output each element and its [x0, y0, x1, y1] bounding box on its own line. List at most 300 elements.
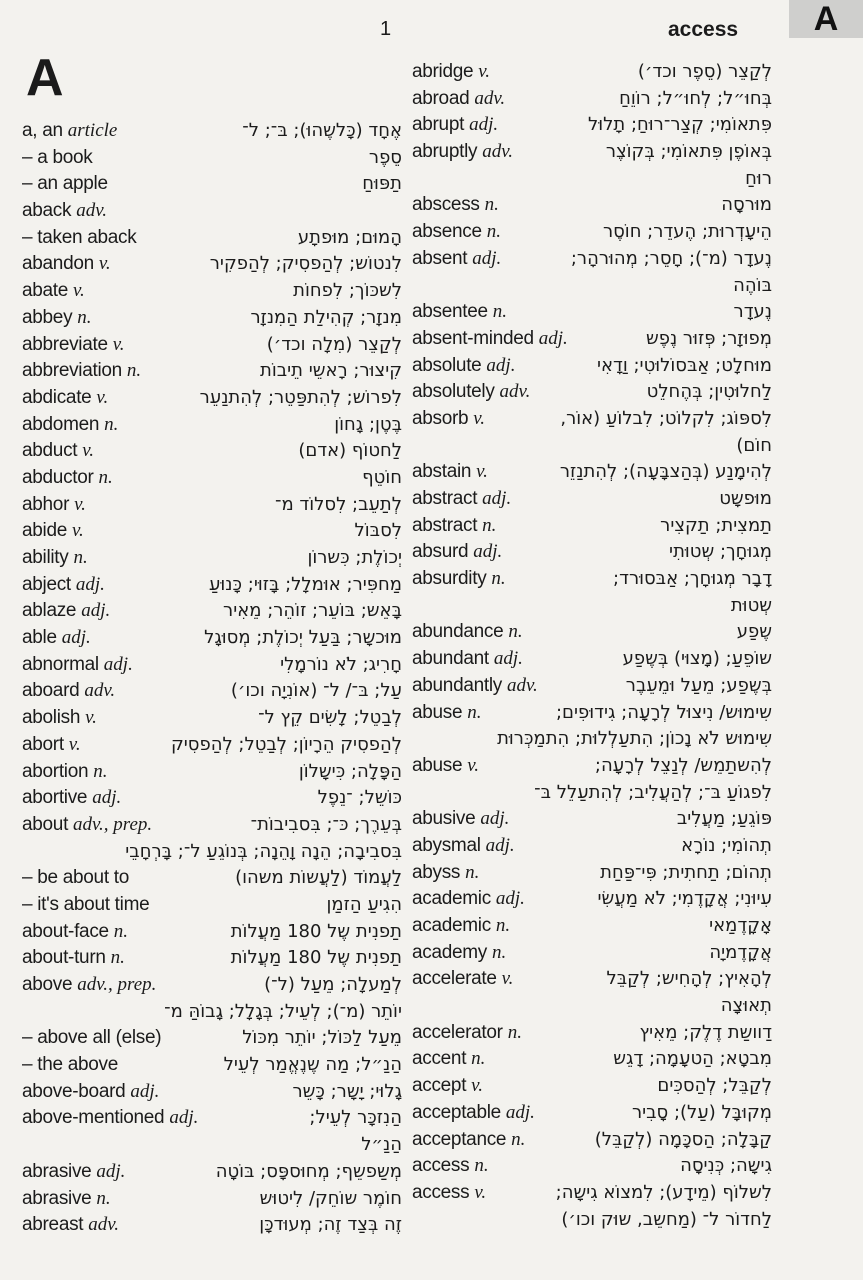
headword	[412, 860, 479, 887]
hebrew-translation: מֵעַל לַכּוֹל; יוֹתֵר מִכּוֹל	[242, 1027, 402, 1049]
headword	[22, 1052, 118, 1079]
running-head: access	[668, 18, 739, 41]
hebrew-translation: לְקַצֵר (סֵפֶר וכד׳)	[637, 61, 772, 82]
headword-text: abdicate	[22, 386, 92, 408]
dictionary-entry	[22, 945, 402, 972]
headword-text: abrasive	[22, 1160, 92, 1182]
headword-text: abundant	[412, 648, 489, 670]
headword-text: abort	[22, 733, 64, 755]
dictionary-entry	[22, 1025, 402, 1052]
dictionary-entry	[412, 1073, 772, 1100]
headword-text: absolutely	[412, 381, 495, 403]
headword-text: abide	[22, 520, 67, 542]
headword	[22, 705, 97, 732]
headword-text: ability	[22, 547, 69, 568]
dictionary-entry	[22, 625, 402, 652]
part-of-speech: adj.	[472, 247, 502, 269]
hebrew-translation: קִיצוּר; רָאשֵי תֵיבוֹת	[259, 360, 402, 382]
dictionary-entry	[22, 251, 402, 278]
part-of-speech: v.	[85, 707, 97, 729]
dictionary-entry	[412, 86, 772, 113]
hebrew-translation: לְקַבֵּל; לְהַסכִּים	[657, 1075, 772, 1097]
headword	[412, 566, 506, 593]
headword-text: – above all (else)	[22, 1027, 162, 1049]
dictionary-entry	[412, 1180, 772, 1207]
dictionary-entry	[22, 759, 402, 786]
headword	[412, 1153, 489, 1180]
headword	[22, 1159, 125, 1186]
part-of-speech: n.	[77, 306, 92, 328]
headword-text: abortion	[22, 760, 89, 782]
headword-text: accept	[412, 1075, 467, 1097]
dictionary-entry	[412, 219, 772, 246]
headword	[22, 171, 108, 198]
part-of-speech: n.	[486, 221, 501, 243]
part-of-speech: v.	[471, 1075, 483, 1097]
part-of-speech: adj.	[505, 1101, 535, 1123]
headword-text: absurd	[412, 541, 469, 563]
dictionary-entry	[412, 353, 772, 380]
headword-text: abstain	[412, 461, 472, 483]
dictionary-entry	[22, 198, 402, 225]
part-of-speech: adj.	[130, 1080, 160, 1102]
headword-text: above-mentioned	[22, 1107, 165, 1129]
headword	[22, 678, 115, 705]
part-of-speech: n.	[508, 621, 523, 643]
part-of-speech: v.	[96, 386, 109, 408]
headword-text: about-turn	[22, 947, 106, 969]
hebrew-translation: גִישָה; כְּנִיסָה	[680, 1155, 772, 1177]
headword	[22, 732, 81, 759]
entry-continuation	[412, 1207, 772, 1234]
headword-text: accelerator	[412, 1021, 503, 1043]
part-of-speech: n.	[492, 301, 508, 323]
part-of-speech: adj.	[480, 808, 510, 830]
headword	[22, 251, 111, 278]
headword	[22, 358, 141, 385]
headword-text: abstract	[412, 514, 478, 536]
headword-text: abate	[22, 280, 69, 302]
part-of-speech: adj.	[482, 488, 512, 509]
hebrew-translation: מוּחלָט; אַבּסוֹלוּטִי; וַדָאִי	[596, 354, 772, 376]
hebrew-translation: לִנטוֹש; לְהַפסִיק; לְהַפקִיר	[209, 253, 402, 275]
part-of-speech: adj.	[81, 600, 111, 622]
headword-text: absolute	[412, 354, 482, 376]
dictionary-entry	[412, 539, 772, 566]
headword	[22, 412, 118, 439]
headword	[412, 326, 568, 353]
hebrew-translation: לְהִשתַמֵש/ לְנַצֵל לְרָעָה;	[594, 754, 772, 776]
headword	[412, 513, 496, 540]
part-of-speech: adv., prep.	[73, 813, 153, 835]
entry-continuation	[412, 993, 772, 1020]
dictionary-entry	[22, 865, 402, 892]
part-of-speech: adj.	[75, 573, 105, 595]
headword-text: accent	[412, 1048, 467, 1070]
part-of-speech: adj.	[61, 627, 91, 649]
headword-text: abject	[22, 573, 71, 595]
dictionary-entry	[22, 385, 402, 412]
hebrew-translation: מוּכשָר; בַּעַל יְכוֹלֶת; מְסוּגָל	[204, 627, 402, 649]
part-of-speech: v.	[73, 280, 85, 302]
headword	[22, 545, 88, 572]
hebrew-translation: תְהוֹם; תַחתִית; פִּי־פַּחַת	[600, 861, 772, 883]
entry-continuation	[412, 780, 772, 807]
headword	[412, 1020, 522, 1047]
headword-text: abductor	[22, 466, 94, 488]
dictionary-entry	[22, 652, 402, 679]
part-of-speech: v.	[501, 968, 514, 990]
headword-text: abuse	[412, 754, 463, 776]
headword	[22, 572, 105, 599]
dictionary-entry	[412, 112, 772, 139]
dictionary-entry	[22, 545, 402, 572]
part-of-speech: adj.	[103, 653, 133, 675]
headword	[22, 1079, 159, 1106]
headword	[412, 246, 501, 273]
hebrew-translation: חוֹם)	[736, 434, 772, 456]
part-of-speech: adv.	[76, 200, 107, 222]
headword	[412, 966, 513, 993]
hebrew-translation: כּוֹשֵל; ־נֵפֶל	[317, 787, 402, 809]
hebrew-translation: שוֹפֵעַ; (מָצוּי) בְּשֶפַע	[622, 648, 772, 670]
hebrew-translation: בְּחוּ״ל; לְחוּ״ל; רוֹוֵחַ	[619, 87, 772, 109]
headword	[22, 385, 108, 412]
headword-text: abduct	[22, 440, 78, 462]
headword	[22, 225, 136, 252]
dictionary-entry	[412, 139, 772, 166]
hebrew-translation: הִגִיעַ הַזמַן	[326, 893, 402, 915]
hebrew-translation: חוֹמֶר שוֹחֵק/ לִיטוּש	[259, 1187, 402, 1209]
dictionary-entry	[22, 678, 402, 705]
part-of-speech: adj.	[96, 1160, 126, 1182]
headword	[22, 332, 125, 359]
hebrew-translation: תַמצִית; תַקצִיר	[660, 514, 772, 536]
headword	[22, 1105, 198, 1132]
headword-text: – a book	[22, 146, 93, 168]
part-of-speech: adv.	[474, 87, 506, 109]
dictionary-entry	[412, 860, 772, 887]
dictionary-entry	[412, 940, 772, 967]
part-of-speech: n.	[104, 413, 119, 435]
thumb-index-tab: A	[789, 0, 863, 38]
dictionary-entry	[412, 833, 772, 860]
hebrew-translation: בּוֹהֶה	[733, 274, 772, 296]
part-of-speech: n.	[507, 1021, 522, 1043]
part-of-speech: adv., prep.	[77, 974, 157, 995]
dictionary-entry	[22, 1105, 402, 1132]
headword-text: academy	[412, 941, 487, 963]
headword	[22, 305, 92, 332]
part-of-speech: adj.	[495, 888, 525, 910]
part-of-speech: adj.	[493, 648, 523, 670]
hebrew-translation: לִסבּוֹל	[354, 520, 402, 542]
headword-text: academic	[412, 915, 491, 936]
hebrew-translation: לִפרוֹש; לְהִתפַּטֵר; לְהִתנַעֵר	[199, 386, 402, 408]
part-of-speech: n.	[73, 547, 88, 568]
page-number: 1	[380, 18, 392, 40]
dictionary-entry	[22, 492, 402, 519]
headword	[412, 59, 490, 86]
headword	[412, 753, 479, 780]
dictionary-entry	[22, 972, 402, 999]
headword	[22, 465, 113, 492]
headword	[22, 1212, 119, 1239]
part-of-speech: v.	[478, 61, 491, 82]
dictionary-entry	[412, 566, 772, 593]
headword	[412, 539, 502, 566]
headword-text: a, an	[22, 120, 63, 141]
headword-text: – it's about time	[22, 893, 150, 915]
headword-text: abusive	[412, 808, 476, 830]
dictionary-entry	[22, 919, 402, 946]
entry-continuation	[22, 839, 402, 866]
headword	[22, 198, 107, 225]
hebrew-translation: גָלוּי; יָשָר; כָּשֵר	[292, 1080, 402, 1102]
headword	[412, 486, 511, 513]
part-of-speech: n.	[474, 1155, 489, 1177]
hebrew-translation: מִנזָר; קְהִילַת הַמִנזָר	[250, 306, 402, 328]
part-of-speech: n.	[110, 947, 125, 969]
part-of-speech: n.	[491, 568, 506, 590]
hebrew-translation: דָבָר מְגוּחָך; אַבּסוּרד;	[613, 568, 772, 590]
hebrew-translation: לִפגוֹעַ בּ־; לְהַעֲלִיב; לְהִתעַלֵל בּ־	[534, 781, 772, 803]
part-of-speech: adv.	[84, 680, 116, 702]
part-of-speech: v.	[467, 754, 480, 776]
headword-text: abundance	[412, 621, 504, 643]
headword-text: aboard	[22, 680, 80, 702]
part-of-speech: v.	[74, 493, 86, 515]
headword-text: absent	[412, 247, 468, 269]
hebrew-translation: מוּרסָה	[721, 194, 772, 216]
dictionary-entry	[412, 1100, 772, 1127]
part-of-speech: adv.	[482, 141, 513, 163]
hebrew-translation: שִימוּש לֹא נָכוֹן; הִתעַלְלוּת; הִתמַכְּרוּת	[497, 728, 772, 750]
headword-text: ablaze	[22, 600, 77, 622]
headword	[22, 652, 133, 679]
hebrew-translation: בָּאֵש; בּוֹעֵר; זוֹהֵר; מֵאִיר	[223, 600, 402, 622]
dictionary-entry	[22, 465, 402, 492]
entry-continuation	[412, 273, 772, 300]
dictionary-entry	[412, 326, 772, 353]
dictionary-entry	[412, 59, 772, 86]
part-of-speech: n.	[467, 701, 482, 723]
hebrew-translation: לַעֲמוֹד (לַעֲשוֹת משהו)	[235, 867, 402, 889]
part-of-speech: n.	[93, 760, 108, 782]
headword	[22, 278, 85, 305]
dictionary-entry	[412, 646, 772, 673]
hebrew-translation: עִיוּנִי; אֲקָדֶמִי; לֹא מַעֲשִׂי	[597, 888, 772, 910]
dictionary-entry	[22, 1212, 402, 1239]
headword-text: – the above	[22, 1054, 119, 1076]
headword-text: abridge	[412, 61, 474, 82]
dictionary-entry	[412, 1020, 772, 1047]
part-of-speech: n.	[98, 466, 113, 488]
part-of-speech: v.	[476, 461, 488, 483]
part-of-speech: adj.	[485, 834, 515, 856]
hebrew-translation: חוֹטֵף	[362, 466, 402, 488]
headword-text: abruptly	[412, 141, 478, 163]
dictionary-entry	[22, 1052, 402, 1079]
hebrew-translation: חָרִיג; לֹא נוֹרמָלִי	[280, 653, 402, 675]
hebrew-translation: בִּסבִיבָה; הֵנָה וָהֵנָה; בְּנוֹגֵעַ ל־; בָּרְחָבֵי	[125, 840, 402, 862]
part-of-speech: adj.	[538, 327, 568, 349]
dictionary-entry	[22, 598, 402, 625]
dictionary-entry	[22, 438, 402, 465]
part-of-speech: n.	[484, 194, 499, 216]
headword	[412, 1100, 535, 1127]
headword	[412, 833, 515, 860]
part-of-speech: v.	[82, 440, 95, 462]
headword	[412, 940, 506, 967]
dictionary-entry	[22, 171, 402, 198]
headword	[22, 865, 129, 892]
hebrew-translation: דַוושַת דֶלֶק; מֵאִיץ	[639, 1021, 772, 1043]
dictionary-entry	[412, 459, 772, 486]
dictionary-entry	[412, 1153, 772, 1180]
headword	[412, 112, 498, 139]
headword-text: abbey	[22, 306, 73, 328]
headword-text: absurdity	[412, 568, 487, 590]
hebrew-translation: שְטוּת	[730, 594, 772, 616]
hebrew-translation: לְהַפסִיק הֵרָיוֹן; לְבַטֵל; לְהַפסִיק	[170, 733, 402, 755]
dictionary-entry	[22, 278, 402, 305]
dictionary-entry	[412, 966, 772, 993]
part-of-speech: article	[67, 120, 118, 141]
hebrew-translation: אֶחָד (כָּלשֶהוּ); בּ־; ל־	[242, 120, 402, 141]
hebrew-translation: מַחפִּיר; אוּמלָל; בָּזוּי; כָּנוּעַ	[208, 573, 402, 595]
headword	[22, 759, 108, 786]
headword	[22, 919, 128, 946]
headword	[22, 812, 152, 839]
headword	[412, 192, 499, 219]
dictionary-entry	[22, 1159, 402, 1186]
dictionary-entry	[22, 1079, 402, 1106]
hebrew-translation: תְהוֹמִי; נוֹרָא	[681, 834, 772, 856]
dictionary-entry	[412, 806, 772, 833]
headword-text: aback	[22, 200, 72, 222]
hebrew-translation: הָמוּם; מוּפתָע	[297, 226, 402, 248]
headword-text: abdomen	[22, 413, 100, 435]
dictionary-entry	[412, 886, 772, 913]
hebrew-translation: זֶה בְּצַד זֶה; מְעוּדכָּן	[259, 1214, 402, 1236]
headword-text: abnormal	[22, 653, 99, 675]
dictionary-entry	[22, 518, 402, 545]
headword-text: above-board	[22, 1080, 126, 1102]
headword-text: – an apple	[22, 173, 108, 195]
part-of-speech: v.	[68, 733, 81, 755]
dictionary-entry	[412, 913, 772, 940]
part-of-speech: v.	[71, 520, 84, 542]
hebrew-translation: שִימוּש/ נִיצוּל לְרָעָה; גִידוּפִים;	[555, 701, 772, 723]
headword	[22, 625, 91, 652]
hebrew-translation: לִספּוֹג; לִקלוֹט; לִבלוֹעַ (אוֹר,	[560, 407, 772, 429]
hebrew-translation: סֵפֶר	[368, 146, 402, 168]
part-of-speech: adv.	[506, 674, 538, 696]
dictionary-entry	[412, 513, 772, 540]
part-of-speech: v.	[98, 253, 111, 275]
hebrew-translation: בְּשֶפַע; מֵעַל וּמֵעֵבֶר	[625, 674, 772, 696]
headword-text: accelerate	[412, 968, 497, 990]
hebrew-translation: הֵיעָדְרוּת; הֶעדֵר; חוֹסֶר	[602, 221, 772, 243]
hebrew-translation: מִבטָא; הַטעָמָה; דָגֵש	[613, 1048, 772, 1070]
hebrew-translation: הַנַ״ל; מַה שֶנֶאֱמַר לְעֵיל	[223, 1054, 402, 1076]
headword-text: abscess	[412, 194, 480, 216]
dictionary-entry	[412, 379, 772, 406]
headword-text: access	[412, 1155, 470, 1177]
hebrew-translation: יוֹתֵר (מ־); לְעֵיל; בְּגָלָל; גָבוֹהַּ מ־	[164, 1000, 402, 1022]
left-column	[22, 118, 402, 1239]
headword-text: abroad	[412, 87, 470, 109]
part-of-speech: n.	[96, 1187, 111, 1209]
headword	[22, 518, 84, 545]
dictionary-entry	[412, 299, 772, 326]
hebrew-translation: עַל; בּ־/ ל־ (אוֹנִיָה וכו׳)	[230, 680, 402, 702]
part-of-speech: adv.	[499, 381, 531, 403]
entry-continuation	[412, 433, 772, 460]
hebrew-translation: לַחדוֹר ל־ (מַחשֵב, שוּק וכו׳)	[561, 1208, 772, 1230]
entry-continuation	[412, 593, 772, 620]
entry-continuation	[22, 999, 402, 1026]
headword-text: about	[22, 813, 69, 835]
entry-continuation	[22, 1132, 402, 1159]
hebrew-translation: לִשכּוֹך; לִפחוֹת	[293, 280, 402, 302]
part-of-speech: v.	[473, 407, 486, 429]
headword-text: abyss	[412, 861, 461, 883]
dictionary-entry	[412, 619, 772, 646]
part-of-speech: n.	[471, 1048, 486, 1070]
hebrew-translation: בְּאוֹפֶן פִּתאוֹמִי; בְּקוֹצֶר	[605, 141, 772, 163]
hebrew-translation: מְקוּבָּל (עַל); סָבִיר	[631, 1101, 772, 1123]
part-of-speech: adj.	[469, 114, 499, 136]
headword-text: absent-minded	[412, 327, 534, 349]
hebrew-translation: לְמַעלָה; מֵעַל (ל־)	[264, 974, 402, 995]
hebrew-translation: לְקַצֵר (מִלָה וכד׳)	[266, 333, 402, 355]
dictionary-entry	[22, 358, 402, 385]
part-of-speech: n.	[126, 360, 142, 382]
headword-text: able	[22, 627, 57, 649]
hebrew-translation: מוּפשָט	[719, 488, 772, 509]
part-of-speech: adj.	[92, 787, 122, 809]
hebrew-translation: הַפָּלָה; כִּישָלוֹן	[298, 760, 402, 782]
hebrew-translation: רוּחַ	[745, 167, 772, 189]
headword	[412, 406, 485, 433]
dictionary-entry	[22, 812, 402, 839]
hebrew-translation: תְאוּצָה	[720, 995, 772, 1017]
headword-text: abrupt	[412, 114, 465, 136]
hebrew-translation: יְכוֹלֶת; כִּשרוֹן	[307, 547, 402, 568]
hebrew-translation: תַפנִית שֶל 180 מַעֲלוֹת	[230, 947, 402, 969]
right-column	[412, 59, 772, 1233]
hebrew-translation: הַנַ״ל	[361, 1134, 402, 1156]
dictionary-entry	[412, 406, 772, 433]
dictionary-entry	[22, 732, 402, 759]
dictionary-entry	[22, 145, 402, 172]
dictionary-entry	[22, 412, 402, 439]
headword-text: absorb	[412, 407, 469, 429]
headword-text: academic	[412, 888, 491, 910]
dictionary-entry	[412, 700, 772, 727]
dictionary-entry	[412, 246, 772, 273]
hebrew-translation: בְּעֵרֶך; כּ־; בִּסבִיבוֹת־	[250, 813, 402, 835]
dictionary-entry	[22, 892, 402, 919]
dictionary-entry	[22, 785, 402, 812]
hebrew-translation: פּוֹגֵעַ; מַעֲלִיב	[676, 808, 772, 830]
headword-text: abreast	[22, 1214, 84, 1236]
part-of-speech: n.	[482, 514, 497, 536]
part-of-speech: v.	[112, 333, 125, 355]
hebrew-translation: שֶפַע	[736, 621, 772, 643]
